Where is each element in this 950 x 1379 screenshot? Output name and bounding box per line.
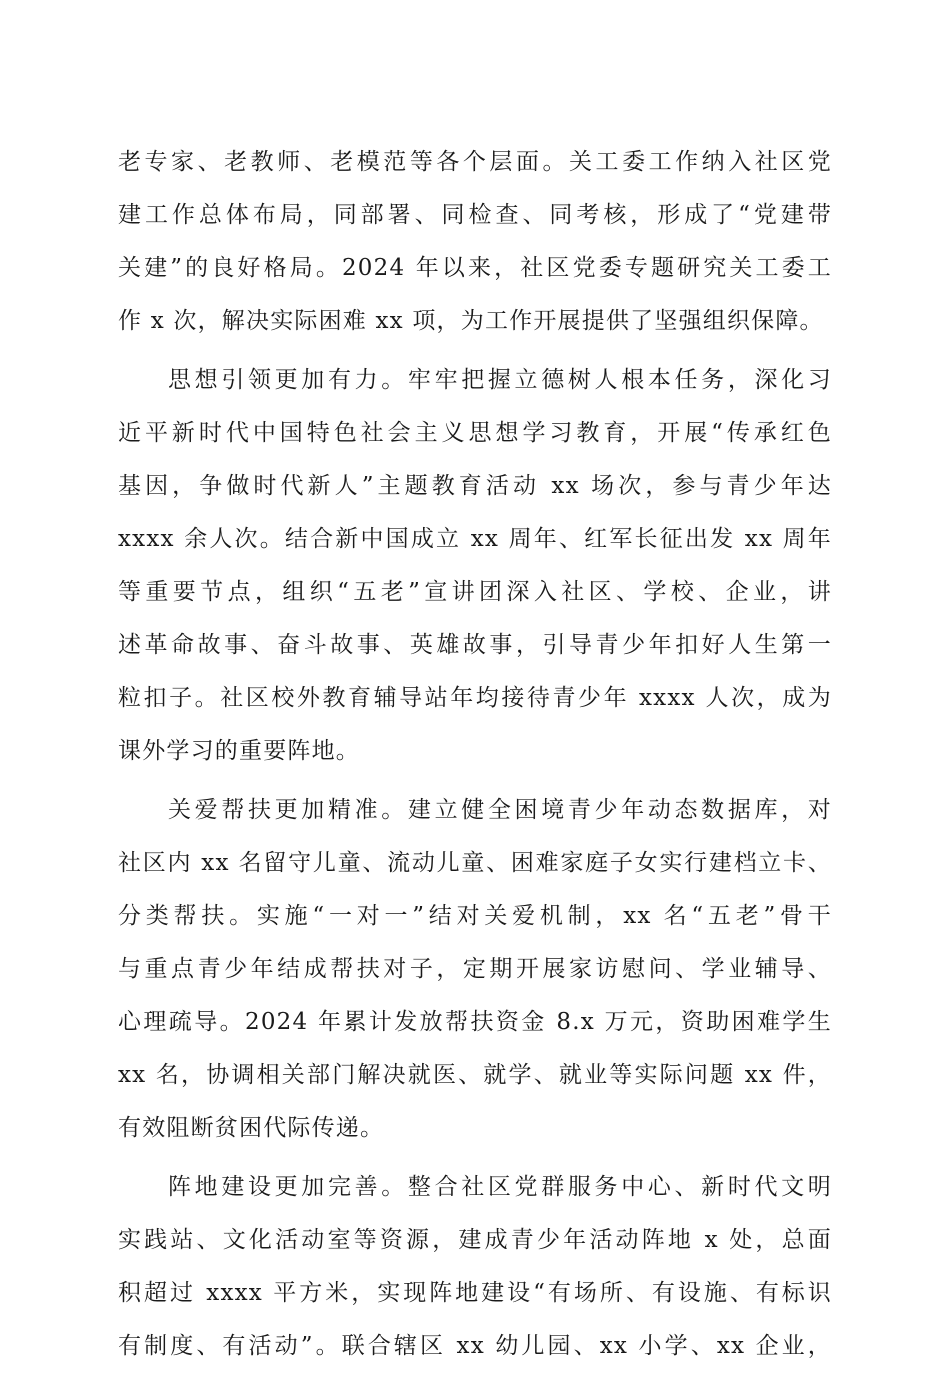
paragraph-ideological-guidance <box>118 354 832 778</box>
text-line: 粒扣子。社区校外教育辅导站年均接待青少年 xxxx 人次，成为 <box>118 685 832 711</box>
text-line: 积超过 xxxx 平方米，实现阵地建设“有场所、有设施、有标识 <box>118 1280 832 1306</box>
paragraph-care-assistance <box>118 784 832 1155</box>
text-line: 课外学习的重要阵地。 <box>118 738 360 764</box>
text-line: 基因，争做时代新人”主题教育活动 xx 场次，参与青少年达 <box>118 473 832 499</box>
text-line: 近平新时代中国特色社会主义思想学习教育，开展“传承红色 <box>118 420 832 446</box>
text-line: 心理疏导。2024 年累计发放帮扶资金 8.x 万元，资助困难学生 <box>118 1009 832 1035</box>
text-line: 思想引领更加有力。牢牢把握立德树人根本任务，深化习 <box>168 367 832 393</box>
paragraph-party-building <box>118 136 832 348</box>
text-line: 述革命故事、奋斗故事、英雄故事，引导青少年扣好人生第一 <box>118 632 832 658</box>
text-line: 建工作总体布局，同部署、同检查、同考核，形成了“党建带 <box>118 202 832 228</box>
text-line: 分类帮扶。实施“一对一”结对关爱机制，xx 名“五老”骨干 <box>118 903 832 929</box>
text-line: xxxx 余人次。结合新中国成立 xx 周年、红军长征出发 xx 周年 <box>118 526 832 552</box>
text-line: 实践站、文化活动室等资源，建成青少年活动阵地 x 处，总面 <box>118 1227 832 1253</box>
text-line: 有效阻断贫困代际传递。 <box>118 1115 385 1141</box>
text-line: 阵地建设更加完善。整合社区党群服务中心、新时代文明 <box>168 1174 832 1200</box>
text-line: 社区内 xx 名留守儿童、流动儿童、困难家庭子女实行建档立卡、 <box>118 850 832 876</box>
text-line: 关建”的良好格局。2024 年以来，社区党委专题研究关工委工 <box>118 255 832 281</box>
text-line: 有制度、有活动”。联合辖区 xx 幼儿园、xx 小学、xx 企业， <box>118 1333 832 1359</box>
paragraph-facility-construction <box>118 1161 832 1373</box>
text-line: 关爱帮扶更加精准。建立健全困境青少年动态数据库，对 <box>168 797 832 823</box>
text-line: 作 x 次，解决实际困难 xx 项，为工作开展提供了坚强组织保障。 <box>118 308 824 334</box>
document-body <box>118 136 832 1379</box>
text-line: xx 名，协调相关部门解决就医、就学、就业等实际问题 xx 件， <box>118 1062 832 1088</box>
text-line: 与重点青少年结成帮扶对子，定期开展家访慰问、学业辅导、 <box>118 956 832 982</box>
text-line: 等重要节点，组织“五老”宣讲团深入社区、学校、企业，讲 <box>118 579 832 605</box>
text-line: 老专家、老教师、老模范等各个层面。关工委工作纳入社区党 <box>118 149 832 175</box>
